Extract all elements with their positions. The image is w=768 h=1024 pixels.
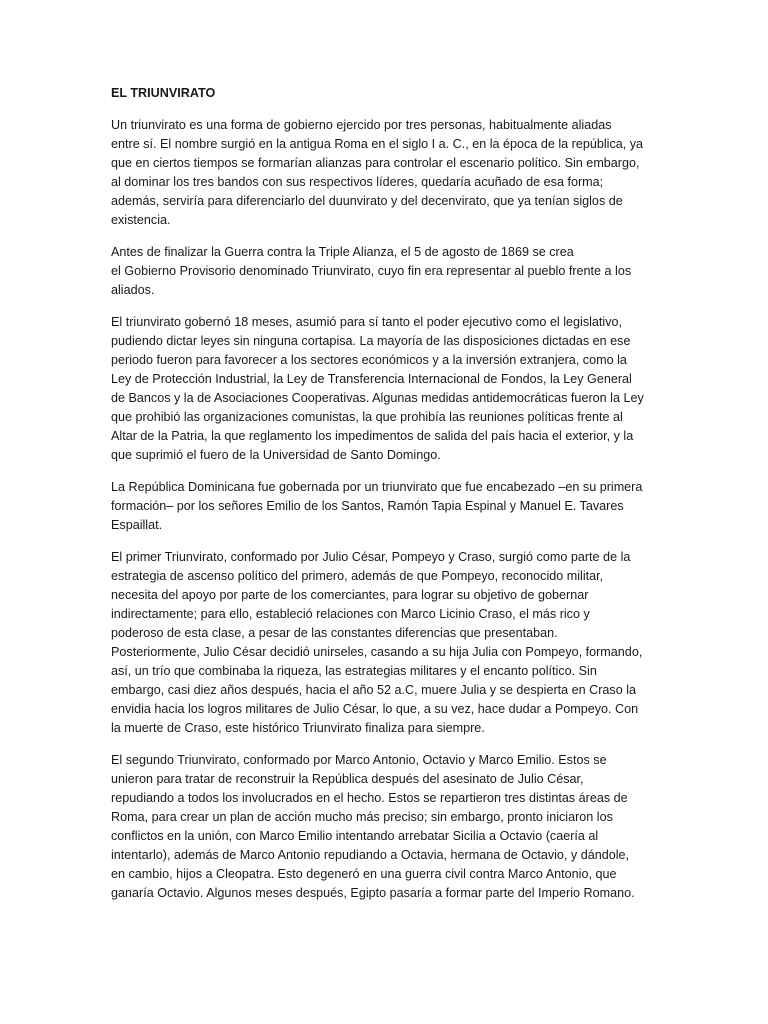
paragraph-line: que suprimió el fuero de la Universidad de Santo Domingo. <box>111 448 441 462</box>
paragraph-line: El triunvirato gobernó 18 meses, asumió para sí tanto el poder ejecutivo como el legislativo, <box>111 315 623 329</box>
paragraph-line: Un triunvirato es una forma de gobierno ejercido por tres personas, habitualmente aliadas <box>111 118 612 132</box>
paragraph-line: envidia hacia los logros militares de Julio César, lo que, a su vez, hace dudar a Pompeyo. Con <box>111 702 639 716</box>
paragraph-line: estrategia de ascenso político del primero, además de que Pompeyo, reconocido militar, <box>111 569 604 583</box>
paragraph-line: indirectamente; para ello, estableció relaciones con Marco Licinio Craso, el más rico y <box>111 607 590 621</box>
paragraph-line: repudiando a todos los involucrados en el hecho. Estos se repartieron tres distintas áreas de <box>111 791 628 805</box>
paragraph-4 <box>111 478 659 535</box>
document-body <box>111 116 659 903</box>
paragraph-line: aliados. <box>111 283 155 297</box>
paragraph-line: conflictos en la unión, con Marco Emilio intentando arrebatar Sicilia a Octavio (caería al <box>111 829 599 843</box>
paragraph-5 <box>111 548 659 738</box>
paragraph-line: que en ciertos tiempos se formarían alianzas para controlar el escenario político. Sin embargo, <box>111 156 640 170</box>
paragraph-line: entre sí. El nombre surgió en la antigua Roma en el siglo I a. C., en la época de la república, ya <box>111 137 644 151</box>
paragraph-line: Altar de la Patria, la que reglamento los impedimentos de salida del país hacia el exterior, y la <box>111 429 634 443</box>
paragraph-line: además, serviría para diferenciarlo del duunvirato y del decenvirato, que ya tenían siglos de <box>111 194 623 208</box>
paragraph-line: existencia. <box>111 213 171 227</box>
paragraph-line: en cambio, hijos a Cleopatra. Esto degeneró en una guerra civil contra Marco Antonio, que <box>111 867 617 881</box>
document-page <box>111 84 659 916</box>
paragraph-line: que prohibió las organizaciones comunistas, la que prohibía las reuniones políticas frente al <box>111 410 623 424</box>
paragraph-3 <box>111 313 659 465</box>
paragraph-line: la muerte de Craso, este histórico Triunvirato finaliza para siempre. <box>111 721 485 735</box>
paragraph-line: periodo fueron para favorecer a los sectores económicos y a la inversión extranjera, como la <box>111 353 627 367</box>
paragraph-line: Roma, para crear un plan de acción mucho más preciso; sin embargo, pronto iniciaron los <box>111 810 613 824</box>
document-title: EL TRIUNVIRATO <box>111 86 216 100</box>
paragraph-line: Posteriormente, Julio César decidió unirseles, casando a su hija Julia con Pompeyo, formando, <box>111 645 643 659</box>
paragraph-line: intentarlo), además de Marco Antonio repudiando a Octavia, hermana de Octavio, y dándole, <box>111 848 630 862</box>
paragraph-line: Antes de finalizar la Guerra contra la Triple Alianza, el 5 de agosto de 1869 se crea <box>111 245 574 259</box>
paragraph-line: La República Dominicana fue gobernada por un triunvirato que fue encabezado –en su primera <box>111 480 643 494</box>
paragraph-line: Espaillat. <box>111 518 163 532</box>
paragraph-2 <box>111 243 659 300</box>
paragraph-line: ganaría Octavio. Algunos meses después, Egipto pasaría a formar parte del Imperio Romano. <box>111 886 635 900</box>
paragraph-line: El segundo Triunvirato, conformado por Marco Antonio, Octavio y Marco Emilio. Estos se <box>111 753 607 767</box>
paragraph-line: así, un trío que combinaba la riqueza, las estrategias militares y el encanto político. Sin <box>111 664 597 678</box>
paragraph-line: El primer Triunvirato, conformado por Julio César, Pompeyo y Craso, surgió como parte de la <box>111 550 631 564</box>
paragraph-line: Ley de Protección Industrial, la Ley de Transferencia Internacional de Fondos, la Ley General <box>111 372 632 386</box>
paragraph-line: unieron para tratar de reconstruir la República después del asesinato de Julio César, <box>111 772 584 786</box>
paragraph-line: embargo, casi diez años después, hacia el año 52 a.C, muere Julia y se despierta en Craso la <box>111 683 637 697</box>
paragraph-1 <box>111 116 659 230</box>
paragraph-line: el Gobierno Provisorio denominado Triunvirato, cuyo fin era representar al pueblo frente a los <box>111 264 632 278</box>
paragraph-line: necesita del apoyo por parte de los comerciantes, para lograr su objetivo de gobernar <box>111 588 589 602</box>
paragraph-line: de Bancos y la de Asociaciones Cooperativas. Algunas medidas antidemocráticas fueron la Ley <box>111 391 644 405</box>
paragraph-line: pudiendo dictar leyes sin ninguna cortapisa. La mayoría de las disposiciones dictadas en ese <box>111 334 631 348</box>
paragraph-line: al dominar los tres bandos con sus respectivos líderes, quedaría acuñado de esa forma; <box>111 175 604 189</box>
paragraph-line: poderoso de esta clase, a pesar de las constantes diferencias que presentaban. <box>111 626 558 640</box>
paragraph-line: formación– por los señores Emilio de los Santos, Ramón Tapia Espinal y Manuel E. Tavares <box>111 499 624 513</box>
paragraph-6 <box>111 751 659 903</box>
